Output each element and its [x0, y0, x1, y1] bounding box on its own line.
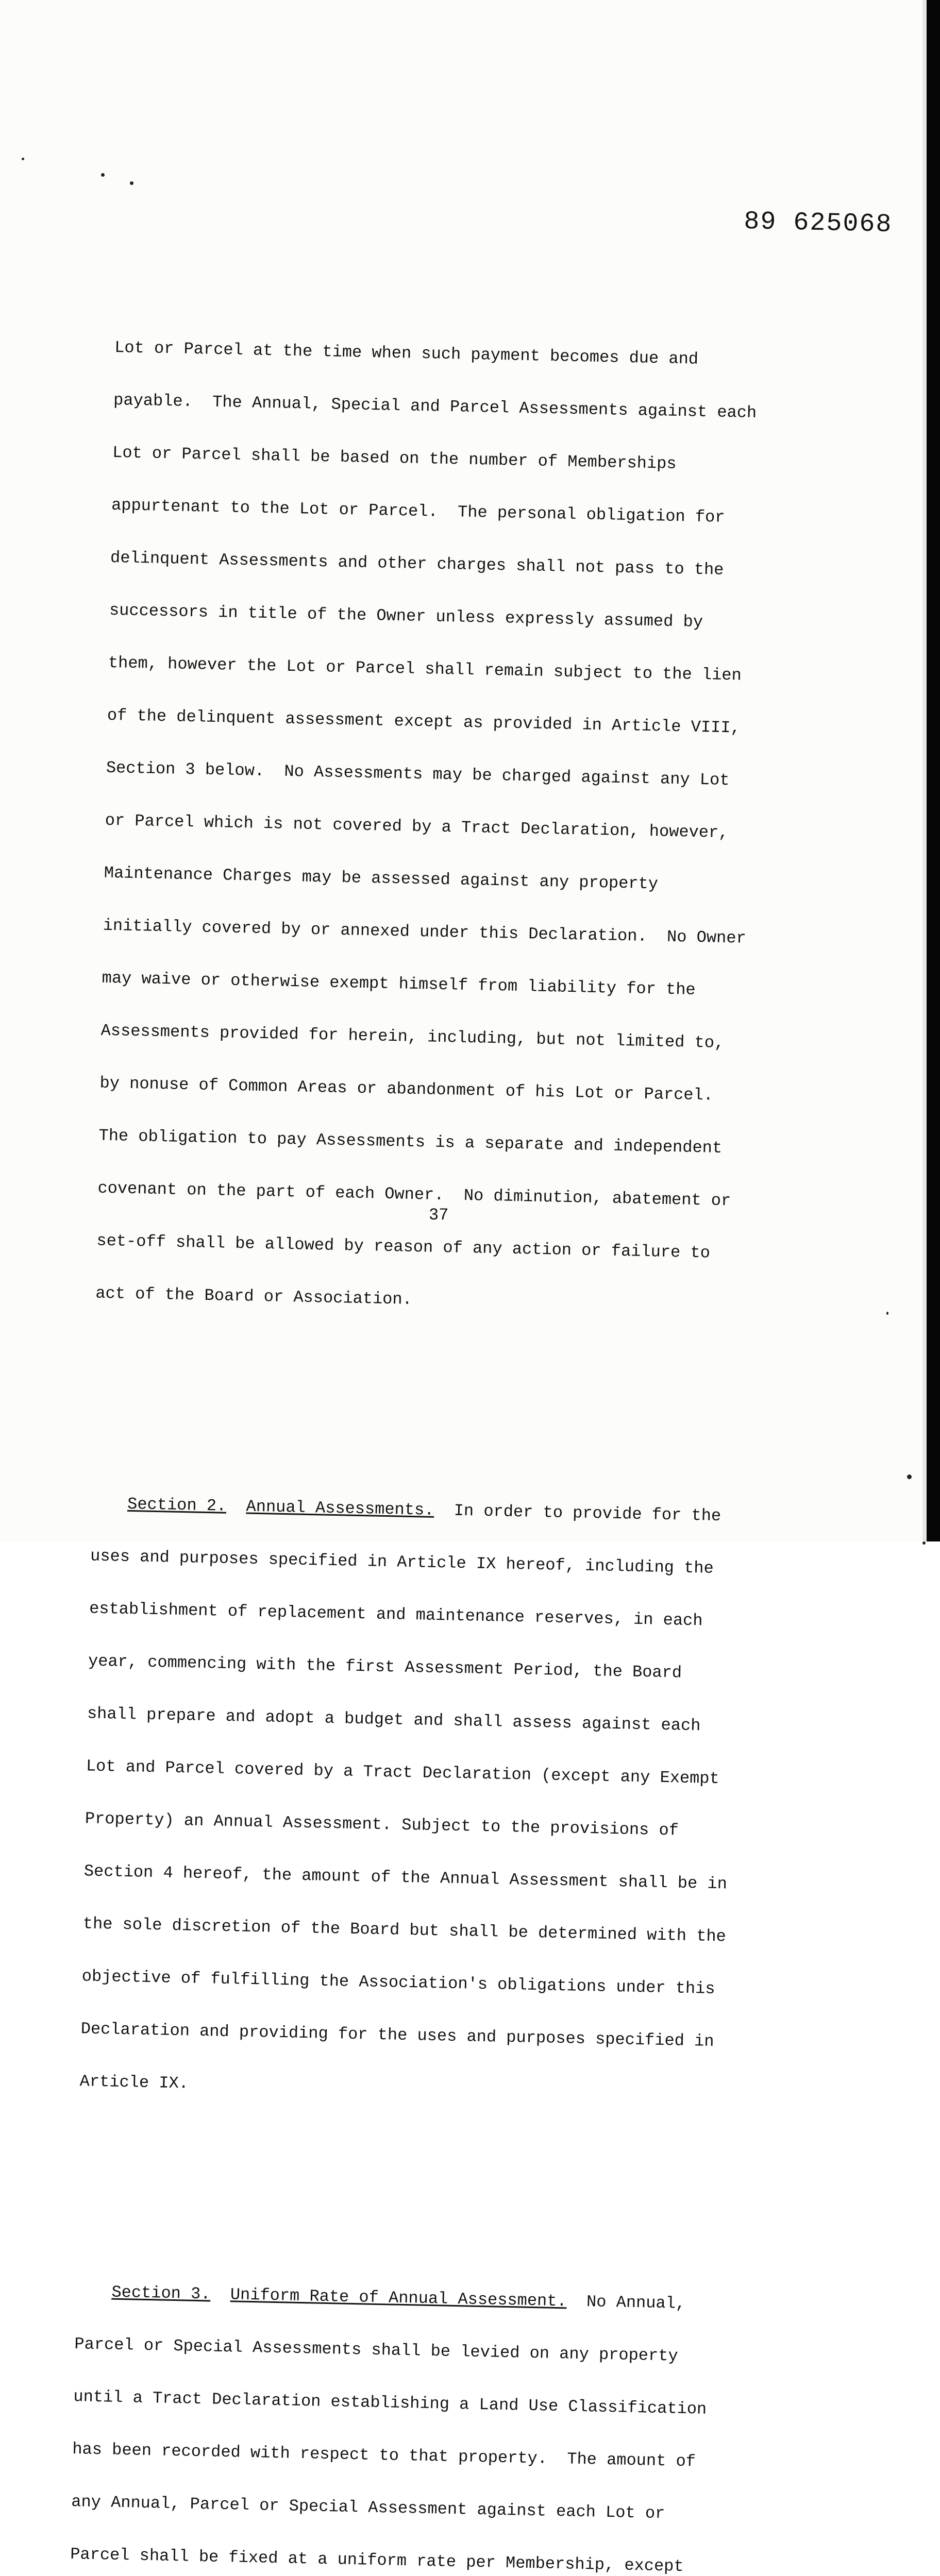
text-line: Lot or Parcel at the time when such payment becomes due and: [114, 337, 699, 369]
text-line: Maintenance Charges may be assessed against any property: [104, 863, 659, 894]
text-line: successors in title of the Owner unless expressly assumed by: [109, 600, 703, 632]
text-line: may waive or otherwise exempt himself from liability for the: [102, 968, 696, 999]
document-number: 89 625068: [743, 207, 893, 240]
text-line: of the delinquent assessment except as provided in Article VIII,: [107, 705, 741, 738]
text-line: appurtenant to the Lot or Parcel. The personal obligation for: [111, 495, 725, 527]
text-line: shall prepare and adopt a budget and shall assess against each: [87, 1704, 701, 1736]
page-number: 37: [429, 1206, 449, 1225]
section-2-heading: Annual Assessments.: [246, 1497, 434, 1520]
text-line: set-off shall be allowed by reason of any action or failure to: [96, 1231, 711, 1263]
text-line: Lot or Parcel shall be based on the number of Memberships: [112, 443, 677, 473]
section-3-first-line: No Annual,: [566, 2292, 686, 2313]
section-2-number: Section 2.: [127, 1494, 227, 1516]
scan-edge-border: [927, 0, 940, 1541]
text-line: year, commencing with the first Assessment Period, the Board: [88, 1651, 682, 1683]
text-line: Parcel or Special Assessments shall be levied on any property: [74, 2334, 678, 2366]
scan-speck: [907, 1475, 912, 1479]
text-line: objective of fulfilling the Association's obligations under this: [81, 1967, 715, 1998]
section-heading-line: [75, 2283, 786, 2315]
text-line: has been recorded with respect to that property. The amount of: [72, 2439, 696, 2471]
text-line: any Annual, Parcel or Special Assessment against each Lot or: [71, 2492, 665, 2523]
text-line: by nonuse of Common Areas or abandonment of his Lot or Parcel.: [99, 1073, 714, 1105]
text-line: Parcel shall be fixed at a uniform rate per Membership, except: [70, 2545, 684, 2576]
text-line: Section 3 below. No Assessments may be charged against any Lot: [106, 758, 730, 790]
section-3-number: Section 3.: [111, 2282, 211, 2304]
text-line: Property) an Annual Assessment. Subject to the provisions of: [85, 1809, 679, 1840]
section-2-annual-assessments: [79, 1460, 803, 2140]
text-line: The obligation to pay Assessments is a separate and independent: [98, 1126, 723, 1158]
section-heading-line: [91, 1495, 802, 1527]
paragraph-gap: [93, 1390, 804, 1422]
scan-speck: [130, 181, 133, 185]
text-line: the sole discretion of the Board but shall be determined with the: [82, 1914, 727, 1946]
section-2-first-line: In order to provide for the: [434, 1500, 721, 1526]
section-3-heading: Uniform Rate of Annual Assessment.: [230, 2285, 567, 2311]
paragraph-gap: [77, 2178, 788, 2210]
scan-speck: [922, 1541, 926, 1545]
text-line: Assessments provided for herein, including, but not limited to,: [100, 1021, 725, 1053]
text-line: establishment of replacement and maintenance reserves, in each: [89, 1599, 703, 1631]
text-line: act of the Board or Association.: [95, 1283, 413, 1309]
text-line: delinquent Assessments and other charges shall not pass to the: [110, 548, 724, 580]
text-line: them, however the Lot or Parcel shall remain subject to the lien: [108, 653, 742, 685]
text-line: payable. The Annual, Special and Parcel Assessments against each: [113, 390, 757, 422]
section-3-uniform-rate: [66, 2248, 787, 2576]
text-line: covenant on the part of each Owner. No diminution, abatement or: [97, 1178, 731, 1211]
text-line: Declaration and providing for the uses and purposes specified in: [80, 2019, 714, 2051]
text-line: or Parcel which is not covered by a Tract Declaration, however,: [105, 810, 729, 843]
text-line: Lot and Parcel covered by a Tract Declaration (except any Exempt: [86, 1756, 720, 1789]
paragraph-payment-obligation: [95, 304, 827, 1351]
document-body: [51, 251, 828, 2576]
scan-speck: [101, 173, 105, 177]
text-line: Section 4 hereof, the amount of the Annual Assessment shall be in: [83, 1861, 728, 1894]
scan-speck: [886, 1312, 888, 1315]
text-line: Article IX.: [79, 2072, 189, 2093]
scan-edge-shadow: [922, 0, 927, 1541]
scan-speck: [22, 158, 24, 160]
text-line: uses and purposes specified in Article IX hereof, including the: [90, 1546, 714, 1578]
text-line: until a Tract Declaration establishing a Land Use Classification: [73, 2387, 707, 2419]
text-line: initially covered by or annexed under this Declaration. No Owner: [103, 916, 747, 948]
